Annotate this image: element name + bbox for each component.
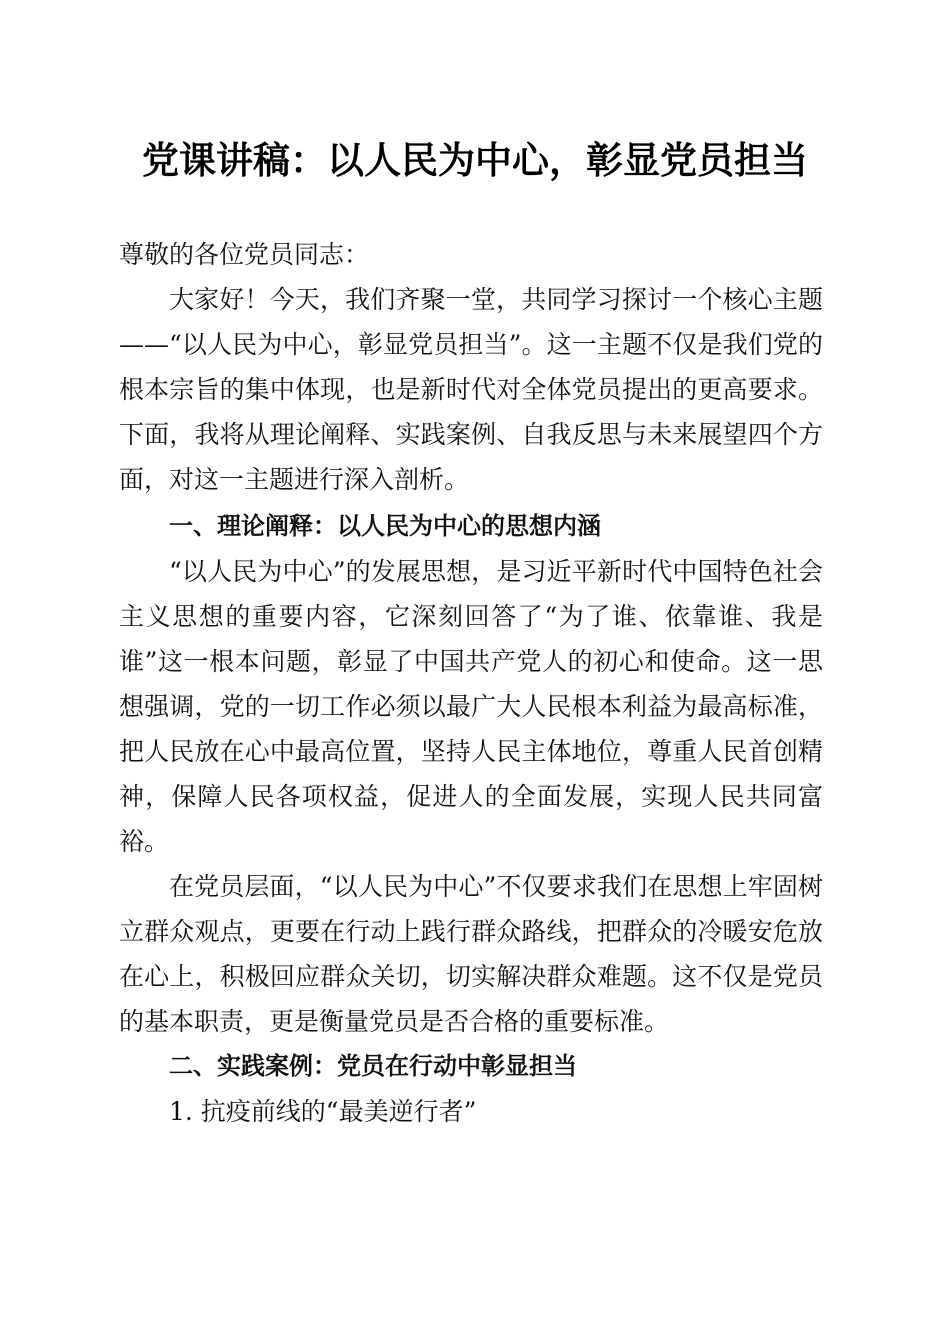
paragraph-theory-2: 在党员层面，“以人民为中心”不仅要求我们在思想上牢固树立群众观点，更要在行动上践行群众路线，把群众的冷暖安危放在心上，积极回应群众关切，切实解决群众难题。这不仅是党员的基本职责，更是衡量党员是否合格的重要标准。 (119, 872, 823, 1036)
document-title: 党课讲稿：以人民为中心，彰显党员担当 (142, 138, 808, 182)
paragraph-intro: 大家好！今天，我们齐聚一堂，共同学习探讨一个核心主题——“以人民为中心，彰显党员担当”。这一主题不仅是我们党的根本宗旨的集中体现，也是新时代对全体党员提出的更高要求。下面，我将从理论阐释、实践案例、自我反思与未来展望四个方面，对这一主题进行深入剖析。 (119, 285, 823, 494)
paragraph-theory-1: “以人民为中心”的发展思想，是习近平新时代中国特色社会主义思想的重要内容，它深刻回答了“为了谁、依靠谁、我是谁”这一根本问题，彰显了中国共产党人的初心和使命。这一思想强调，党的一切工作必须以最广大人民根本利益为最高标准，把人民放在心中最高位置，坚持人民主体地位，尊重人民首创精神，保障人民各项权益，促进人的全面发展，实现人民共同富裕。 (119, 557, 823, 856)
salutation: 尊敬的各位党员同志： (119, 240, 370, 269)
subheading-case-1: 1. 抗疫前线的“最美逆行者” (169, 1097, 477, 1126)
document-body (119, 232, 823, 1134)
section-heading-theory: 一、理论阐释：以人民为中心的思想内涵 (169, 512, 601, 540)
section-heading-practice: 二、实践案例：党员在行动中彰显担当 (169, 1052, 577, 1080)
